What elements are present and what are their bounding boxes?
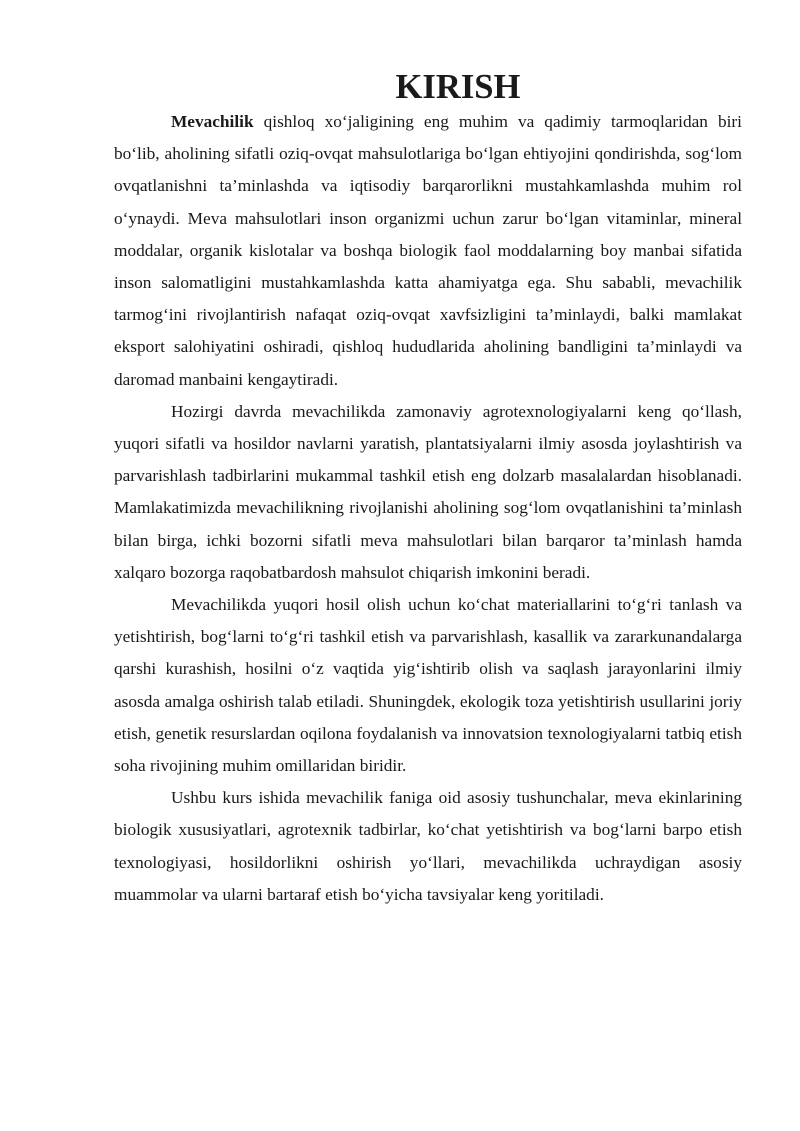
paragraph-1-lead: Mevachilik (171, 112, 254, 131)
page-title: KIRISH (395, 68, 521, 106)
document-body (114, 68, 742, 911)
paragraph-2: Hozirgi davrda mevachilikda zamonaviy agrotexnologiyalarni keng qo‘llash, yuqori sifatli va hosildor navlarni yaratish, plantatsiyalarni ilmiy asosda joylashtirish va parvarishlash tadbirlarini mukammal tashkil etish eng dolzarb masalalardan hisoblanadi. Mamlakatimizda mevachilikning rivojlanishi aholining sog‘lom ovqatlanishini ta’minlash bilan birga, ichki bozorni sifatli meva mahsulotlari bilan barqaror ta’minlash hamda xalqaro bozorga raqobatbardosh mahsulot chiqarish imkonini beradi. (114, 401, 742, 582)
paragraph-1 (114, 106, 742, 396)
paragraph-4: Ushbu kurs ishida mevachilik faniga oid asosiy tushunchalar, meva ekinlarining biologik xususiyatlari, agrotexnik tadbirlar, ko‘chat yetishtirish va bog‘larni barpo etish texnologiyasi, hosildorlikni oshirish yo‘llari, mevachilikda uchraydigan asosiy muammolar va ularni bartaraf etish bo‘yicha tavsiyalar keng yoritiladi. (114, 788, 742, 904)
paragraph-1-text: qishloq xo‘jaligining eng muhim va qadimiy tarmoqlaridan biri bo‘lib, aholining sifatli oziq-ovqat mahsulotlariga bo‘lgan ehtiyojini qondirishda, sog‘lom ovqatlanishni ta’minlashda va iqtisodiy barqarorlikni mustahkamlashda muhim rol o‘ynaydi. Meva mahsulotlari inson organizmi uchun zarur bo‘lgan vitaminlar, mineral moddalar, organik kislotalar va boshqa biologik faol moddalarning boy manbai sifatida inson salomatligini mustahkamlashda katta ahamiyatga ega. Shu sababli, mevachilik tarmog‘ini rivojlantirish nafaqat oziq-ovqat xavfsizligini ta’minlaydi, balki mamlakat eksport salohiyatini oshiradi, qishloq hududlarida aholining bandligini ta’minlaydi va daromad manbaini kengaytiradi. (114, 112, 742, 389)
paragraph-3: Mevachilikda yuqori hosil olish uchun ko‘chat materiallarini to‘g‘ri tanlash va yetishtirish, bog‘larni to‘g‘ri tashkil etish va parvarishlash, kasallik va zararkunandalarga qarshi kurashish, hosilni o‘z vaqtida yig‘ishtirib olish va saqlash jarayonlarini ilmiy asosda amalga oshirish talab etiladi. Shuningdek, ekologik toza yetishtirish usullarini joriy etish, genetik resurslardan oqilona foydalanish va innovatsion texnologiyalarni tatbiq etish soha rivojining muhim omillaridan biridir. (114, 595, 742, 776)
